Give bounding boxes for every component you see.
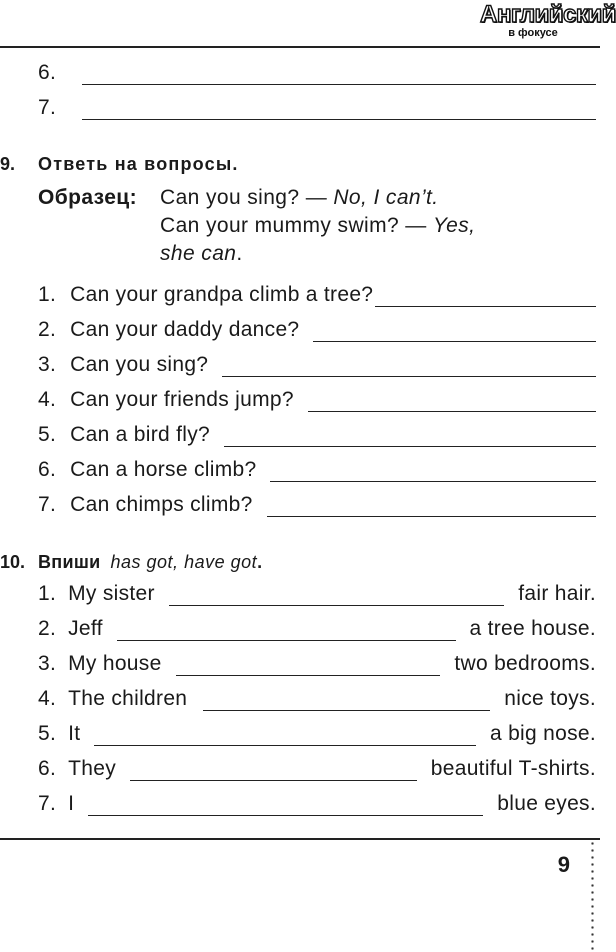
sentence-end: a big nose. — [489, 722, 596, 745]
item-number: 5. — [38, 722, 57, 745]
answer-line[interactable] — [169, 583, 504, 606]
question-number: 7. — [38, 493, 57, 516]
target-words: has got, have got — [110, 551, 258, 572]
answer-line[interactable] — [313, 319, 596, 342]
sample-period: . — [236, 242, 243, 265]
sentence-start: I — [68, 792, 75, 815]
book-logo — [480, 1, 616, 42]
answer-line[interactable] — [176, 653, 441, 676]
item-number: 6. — [38, 61, 57, 84]
question-text: Can a horse climb? — [70, 458, 257, 481]
question-number: 3. — [38, 353, 57, 376]
fill-in-row — [0, 682, 600, 716]
answer-line[interactable] — [224, 424, 596, 447]
item-number: 6. — [38, 757, 57, 780]
item-number: 7. — [38, 96, 57, 119]
exercise-10-heading — [0, 548, 262, 576]
question-number: 6. — [38, 458, 57, 481]
sentence-end: two bedrooms. — [454, 652, 596, 675]
question-row — [0, 313, 600, 347]
question-text: Can your grandpa climb a tree? — [70, 283, 374, 306]
exercise-9-heading — [0, 150, 239, 178]
fill-in-row — [0, 577, 600, 611]
exercise-number: 10. — [0, 551, 26, 572]
question-text: Can your daddy dance? — [70, 318, 300, 341]
answer-line[interactable] — [82, 97, 596, 120]
sample-line-1 — [160, 186, 439, 210]
sentence-start: Jeff — [68, 617, 103, 640]
answer-line[interactable] — [94, 723, 476, 746]
exercise-number: 9. — [0, 153, 16, 174]
question-text: Can chimps climb? — [70, 493, 253, 516]
question-number: 2. — [38, 318, 57, 341]
sample-answer-text: she can — [160, 242, 237, 265]
question-row — [0, 453, 600, 487]
sentence-start: My house — [68, 652, 162, 675]
item-number: 1. — [38, 582, 57, 605]
question-row — [0, 418, 600, 452]
sentence-start: My sister — [68, 582, 155, 605]
question-number: 1. — [38, 283, 57, 306]
heading-period: . — [257, 551, 263, 572]
sample-question: Can you sing? — — [160, 186, 328, 209]
sentence-start: It — [68, 722, 81, 745]
question-row — [0, 383, 600, 417]
page-number: 9 — [557, 852, 570, 877]
answer-line[interactable] — [117, 618, 456, 641]
item-number: 4. — [38, 687, 57, 710]
fill-in-row — [0, 647, 600, 681]
answer-line[interactable] — [375, 284, 596, 307]
question-text: Can you sing? — [70, 353, 209, 376]
answer-line[interactable] — [203, 688, 490, 711]
sentence-end: nice toys. — [504, 687, 596, 710]
sample-answer-text: Yes, — [432, 214, 476, 237]
sentence-start: The children — [68, 687, 188, 710]
sentence-end: fair hair. — [518, 582, 596, 605]
question-row — [0, 488, 600, 522]
fill-in-row — [0, 612, 600, 646]
fill-in-row — [0, 787, 600, 821]
answer-line[interactable] — [88, 793, 483, 816]
question-number: 5. — [38, 423, 57, 446]
dotted-cut-line — [591, 840, 594, 952]
exercise-instruction: Впиши — [38, 551, 101, 572]
exercise-instruction: Ответь на вопросы. — [38, 153, 239, 174]
footer-divider — [0, 838, 600, 840]
header-divider — [0, 46, 600, 48]
answer-line-row — [0, 56, 600, 90]
item-number: 7. — [38, 792, 57, 815]
sample-line-2 — [160, 214, 475, 238]
answer-line[interactable] — [82, 62, 596, 85]
answer-line-row — [0, 91, 600, 125]
question-row — [0, 278, 600, 312]
question-text: Can your friends jump? — [70, 388, 294, 411]
answer-line[interactable] — [130, 758, 417, 781]
sentence-end: a tree house. — [469, 617, 596, 640]
fill-in-row — [0, 752, 600, 786]
fill-in-row — [0, 717, 600, 751]
item-number: 2. — [38, 617, 57, 640]
logo-subtitle: в фокусе — [508, 27, 558, 39]
answer-line[interactable] — [222, 354, 596, 377]
sample-answer-text: No, I can’t. — [333, 186, 439, 209]
sentence-start: They — [68, 757, 117, 780]
item-number: 3. — [38, 652, 57, 675]
sentence-end: blue eyes. — [497, 792, 596, 815]
sample-question: Can your mummy swim? — — [160, 214, 427, 237]
answer-line[interactable] — [270, 459, 596, 482]
question-number: 4. — [38, 388, 57, 411]
sample-line-3 — [160, 242, 243, 266]
question-row — [0, 348, 600, 382]
question-text: Can a bird fly? — [70, 423, 211, 446]
answer-line[interactable] — [267, 494, 596, 517]
sentence-end: beautiful T-shirts. — [430, 757, 596, 780]
logo-title: Английский — [480, 1, 616, 28]
answer-line[interactable] — [308, 389, 596, 412]
sample-label: Образец: — [38, 186, 138, 209]
